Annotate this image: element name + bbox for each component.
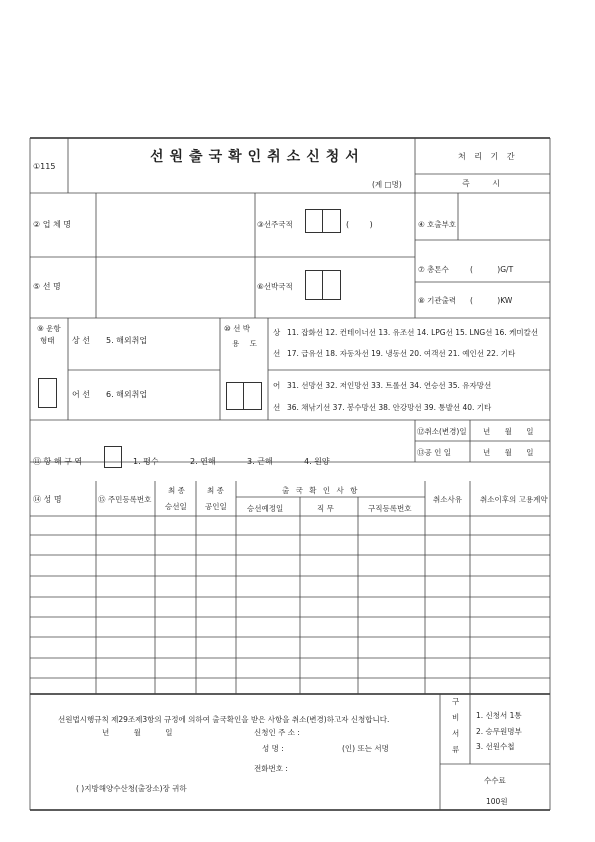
confirm-date-label: ⑬공 인 일 <box>417 448 452 457</box>
voyage-area-box[interactable] <box>104 446 122 468</box>
merchant-usage-line-1: 11. 잡화선 12. 컨테이너선 13. 유조선 14. LPG선 15. LNG선 16. 케미칼선 <box>287 328 539 337</box>
ship-usage-label-2: 용 도 <box>232 339 261 348</box>
last-board-header-2: 승선일 <box>165 502 187 511</box>
merchant-side-2: 선 <box>273 349 281 358</box>
voyage-option-3: 3. 근해 <box>247 457 273 466</box>
owner-nation-box[interactable] <box>305 209 341 233</box>
required-doc-3: 3. 선원수첩 <box>476 742 515 751</box>
fishing-option: 6. 해외취업 <box>106 390 148 399</box>
recipient-line: ( )지방해양수산청(출장소)장 귀하 <box>76 784 187 793</box>
crew-name-header: ⑭ 성 명 <box>33 495 62 504</box>
route-type-box[interactable] <box>38 378 57 408</box>
required-doc-2: 2. 승무원명부 <box>476 727 522 736</box>
confirm-date-units: 년 월 일 <box>483 448 534 457</box>
crew-id-header: ⑮ 주민등록번호 <box>98 495 152 504</box>
box-divider <box>322 210 323 232</box>
voyage-option-2: 2. 연해 <box>190 457 216 466</box>
ship-name-label: ⑤ 선 명 <box>33 282 61 291</box>
voyage-option-4: 4. 원양 <box>304 457 330 466</box>
form-title: 선원출국확인취소신청서 <box>150 149 365 165</box>
merchant-option: 5. 해외취업 <box>106 336 148 345</box>
box-divider <box>322 271 323 299</box>
docs-label-3: 서 <box>452 729 460 738</box>
owner-nation-label: ③선주국적 <box>257 220 293 229</box>
required-doc-1: 1. 신청서 1통 <box>476 711 522 720</box>
voyage-area-label: ⑪ 항 해 구 역 <box>33 457 83 466</box>
last-confirm-header-1: 최 종 <box>207 486 224 495</box>
docs-label-1: 구 <box>452 697 460 706</box>
tonnage-label: ⑦ 총톤수 <box>418 265 449 274</box>
engine-output-label: ⑧ 기관출력 <box>418 296 457 305</box>
last-board-header-1: 최 종 <box>168 486 185 495</box>
after-cancel-contract-header: 취소이후의 고용계약 <box>480 495 548 504</box>
job-registration-header: 구직등록번호 <box>368 504 412 513</box>
voyage-option-1: 1. 평수 <box>133 457 159 466</box>
merchant-ship-label: 상 선 <box>72 336 90 345</box>
fee-value: 100원 <box>486 797 508 806</box>
merchant-usage-line-2: 17. 급유선 18. 자동차선 19. 냉동선 20. 여객선 21. 예인선 22. 기타 <box>287 349 516 358</box>
fishing-side-1: 어 <box>273 381 281 390</box>
ship-usage-label-1: ⑩ 선 박 <box>224 324 250 333</box>
docs-label-2: 비 <box>452 713 460 722</box>
box-divider <box>243 383 244 409</box>
call-sign-label: ④ 호출부호 <box>418 220 457 229</box>
cancel-reason-header: 취소사유 <box>433 495 462 504</box>
owner-nation-paren: ( ) <box>346 220 373 229</box>
fishing-ship-label: 어 선 <box>72 390 90 399</box>
cancel-date-label: ⑫취소(변경)일 <box>417 427 467 436</box>
processing-period-label: 처 리 기 간 <box>458 152 518 161</box>
ship-nation-box[interactable] <box>305 270 341 300</box>
departure-check-header: 출 국 확 인 사 항 <box>282 486 360 495</box>
merchant-side-1: 상 <box>273 328 281 337</box>
tonnage-unit: ( )G/T <box>470 265 514 274</box>
route-type-label-2: 형태 <box>40 336 55 345</box>
fishing-usage-line-2: 36. 채낚기선 37. 봉수망선 38. 안강망선 39. 통발선 40. 기타 <box>287 403 492 412</box>
form-number: ①115 <box>33 162 56 171</box>
count-note: (계 □명) <box>372 180 402 189</box>
ship-nation-label: ⑥선박국적 <box>257 282 293 291</box>
ship-usage-box[interactable] <box>226 382 262 410</box>
processing-period-value: 즉 시 <box>462 179 510 188</box>
route-type-label-1: ⑨ 운항 <box>37 324 61 333</box>
last-confirm-header-2: 공인일 <box>205 502 227 511</box>
fishing-side-2: 선 <box>273 403 281 412</box>
engine-output-unit: ( )KW <box>470 296 513 305</box>
planned-board-header: 승선예정일 <box>247 504 284 513</box>
cancel-date-units: 년 월 일 <box>483 427 534 436</box>
duty-header: 직 무 <box>317 504 334 513</box>
phone-label: 전화번호 : <box>254 764 288 773</box>
fee-label: 수수료 <box>484 776 506 785</box>
sign-note: (인) 또는 서명 <box>342 744 389 753</box>
application-date: 년 월 일 <box>102 728 173 737</box>
company-name-label: ② 업 체 명 <box>33 220 71 229</box>
applicant-name-label: 성 명 : <box>262 744 284 753</box>
fishing-usage-line-1: 31. 선망선 32. 저인망선 33. 트롤선 34. 연승선 35. 유자망선 <box>287 381 492 390</box>
docs-label-4: 류 <box>452 745 460 754</box>
applicant-address-label: 신청인 주 소 : <box>254 728 300 737</box>
application-statement: 선원법시행규칙 제29조제3항의 규정에 의하여 출국확인을 받은 사항을 취소(변경)하고자 신청합니다. <box>58 715 390 724</box>
